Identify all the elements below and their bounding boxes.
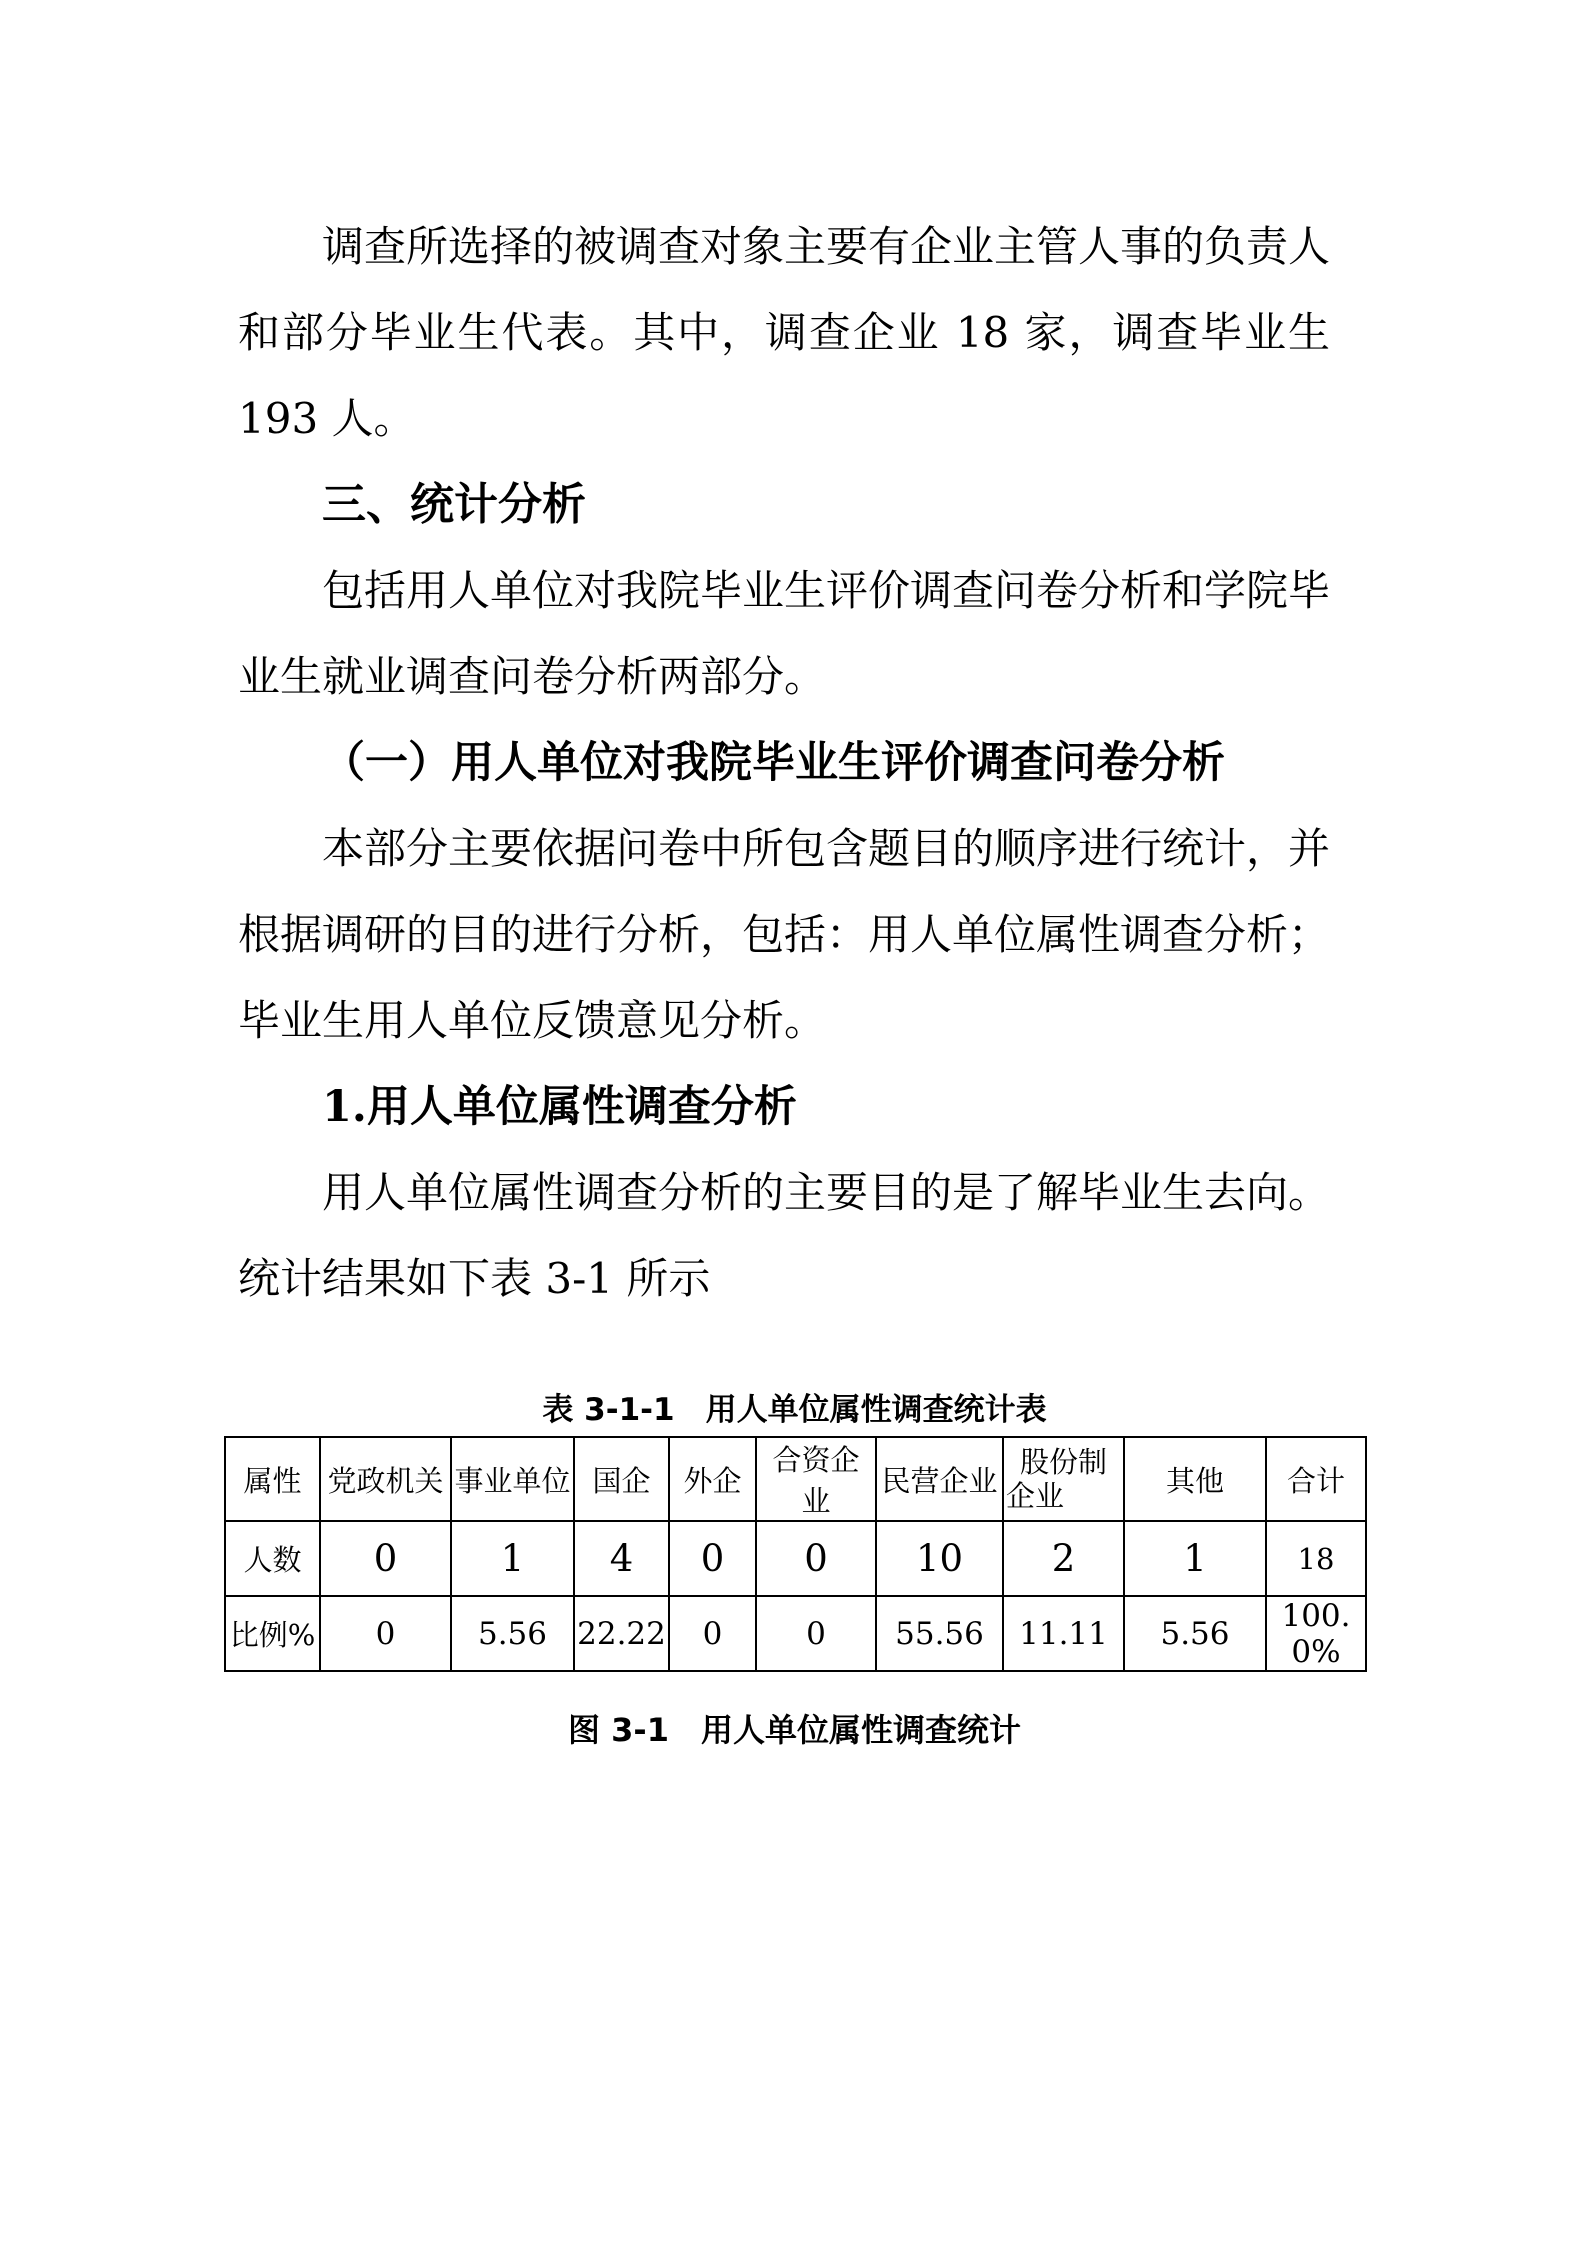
count-other: 1 <box>1124 1521 1266 1596</box>
heading-statistical-analysis: 三、统计分析 <box>322 479 586 530</box>
percent-other: 5.56 <box>1124 1596 1266 1671</box>
employer-attribute-table <box>224 1436 1367 1672</box>
percent-state-owned: 22.22 <box>574 1596 669 1671</box>
paragraph-analysis-basis: 本部分主要依据问卷中所包含题目的顺序进行统计，并根据调研的目的进行分析，包括：用人单位属性调查分析；毕业生用人单位反馈意见分析。 <box>238 824 1331 1045</box>
document-body <box>238 204 1330 1322</box>
paragraph-two-parts: 包括用人单位对我院毕业生评价调查问卷分析和学院毕业生就业调查问卷分析两部分。 <box>238 566 1331 701</box>
header-cell-total: 合计 <box>1266 1437 1366 1521</box>
row-label-percent: 比例% <box>225 1596 320 1671</box>
count-party-gov: 0 <box>320 1521 451 1596</box>
paragraph-purpose: 用人单位属性调查分析的主要目的是了解毕业生去向。统计结果如下表 3-1 所示 <box>238 1168 1331 1303</box>
percent-private: 55.56 <box>876 1596 1003 1671</box>
header-cell-state-owned: 国企 <box>574 1437 669 1521</box>
table-row-count <box>225 1521 1366 1596</box>
percent-foreign: 0 <box>669 1596 756 1671</box>
header-cell-joint-venture: 合资企业 <box>756 1437 876 1521</box>
percent-total: 100. 0% <box>1266 1596 1366 1671</box>
percent-public-institution: 5.56 <box>451 1596 574 1671</box>
heading-employer-attribute: 1.用人单位属性调查分析 <box>322 1082 797 1132</box>
table-caption: 表 3-1-1 用人单位属性调查统计表 <box>542 1392 1047 1428</box>
table-header-row <box>225 1437 1366 1521</box>
header-cell-joint-stock: 股份制企业 <box>1003 1437 1124 1521</box>
paragraph-survey-subjects: 调查所选择的被调查对象主要有企业主管人事的负责人和部分毕业生代表。其中，调查企业 18 家，调查毕业生 193 人。 <box>238 222 1331 443</box>
header-cell-attribute: 属性 <box>225 1437 320 1521</box>
header-cell-public-institution: 事业单位 <box>451 1437 574 1521</box>
count-joint-venture: 0 <box>756 1521 876 1596</box>
header-cell-other: 其他 <box>1124 1437 1266 1521</box>
table-row-percent <box>225 1596 1366 1671</box>
header-cell-private: 民营企业 <box>876 1437 1003 1521</box>
count-total: 18 <box>1266 1521 1366 1596</box>
header-cell-party-gov: 党政机关 <box>320 1437 451 1521</box>
figure-caption: 图 3-1 用人单位属性调查统计 <box>568 1711 1021 1749</box>
percent-joint-stock: 11.11 <box>1003 1596 1124 1671</box>
count-joint-stock: 2 <box>1003 1521 1124 1596</box>
count-foreign: 0 <box>669 1521 756 1596</box>
percent-party-gov: 0 <box>320 1596 451 1671</box>
header-cell-foreign: 外企 <box>669 1437 756 1521</box>
heading-employer-questionnaire: （一）用人单位对我院毕业生评价调查问卷分析 <box>322 738 1225 788</box>
percent-joint-venture: 0 <box>756 1596 876 1671</box>
row-label-count: 人数 <box>225 1521 320 1596</box>
count-state-owned: 4 <box>574 1521 669 1596</box>
count-private: 10 <box>876 1521 1003 1596</box>
count-public-institution: 1 <box>451 1521 574 1596</box>
